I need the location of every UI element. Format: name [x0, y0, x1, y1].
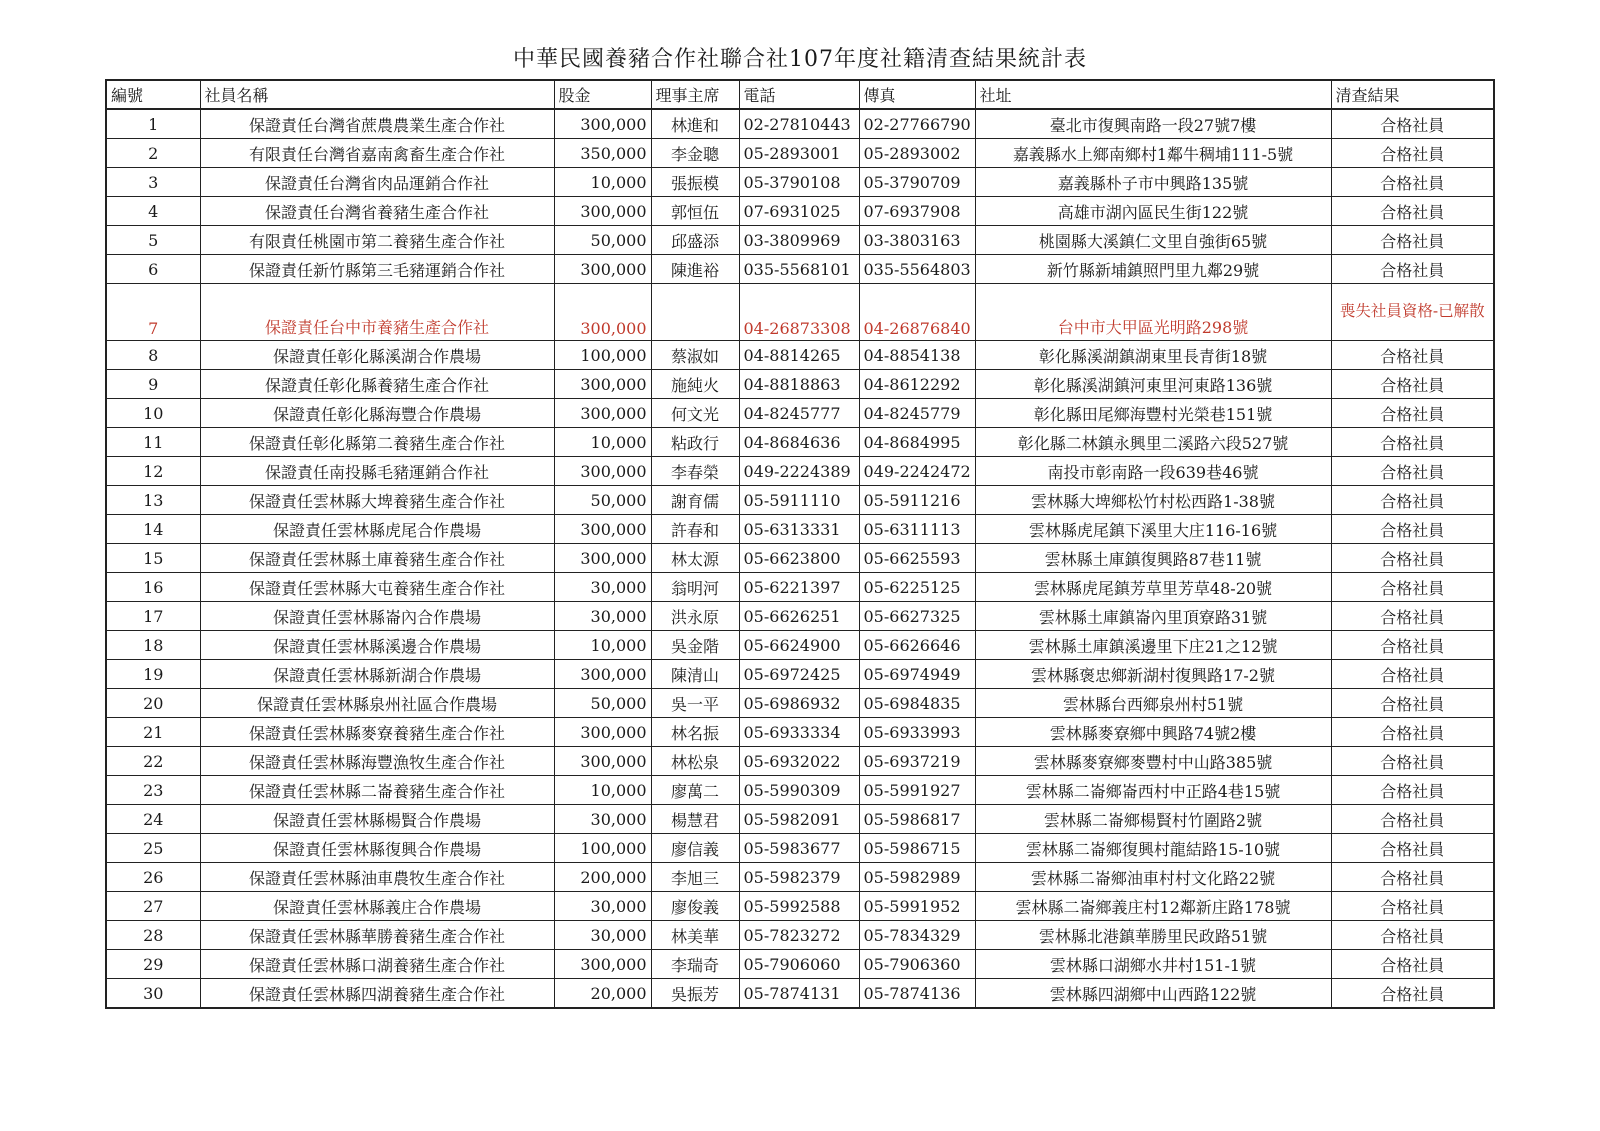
audit-result: 合格社員 — [1331, 747, 1494, 776]
member-name: 保證責任彰化縣第二養豬生產合作社 — [200, 428, 554, 457]
chairman-name: 林太源 — [651, 544, 739, 573]
fax-number: 05-6933993 — [859, 718, 975, 747]
audit-result: 合格社員 — [1331, 139, 1494, 168]
address: 嘉義縣水上鄉南鄉村1鄰牛稠埔111-5號 — [975, 139, 1331, 168]
table-row — [106, 979, 1494, 1009]
share-capital: 300,000 — [554, 457, 651, 486]
share-capital: 300,000 — [554, 109, 651, 139]
audit-result: 合格社員 — [1331, 602, 1494, 631]
address: 雲林縣虎尾鎮下溪里大庄116-16號 — [975, 515, 1331, 544]
table-row — [106, 284, 1494, 341]
audit-result: 合格社員 — [1331, 718, 1494, 747]
row-number: 23 — [106, 776, 200, 805]
header-address: 社址 — [975, 80, 1331, 109]
table-row — [106, 631, 1494, 660]
chairman-name: 林進和 — [651, 109, 739, 139]
fax-number: 05-3790709 — [859, 168, 975, 197]
audit-result: 合格社員 — [1331, 428, 1494, 457]
fax-number: 04-8245779 — [859, 399, 975, 428]
address: 台中市大甲區光明路298號 — [975, 284, 1331, 341]
address: 雲林縣虎尾鎮芳草里芳草48-20號 — [975, 573, 1331, 602]
row-number: 22 — [106, 747, 200, 776]
share-capital: 300,000 — [554, 950, 651, 979]
header-number: 編號 — [106, 80, 200, 109]
row-number: 12 — [106, 457, 200, 486]
member-name: 保證責任台灣省肉品運銷合作社 — [200, 168, 554, 197]
phone-number: 05-5992588 — [739, 892, 859, 921]
row-number: 19 — [106, 660, 200, 689]
address: 雲林縣二崙鄉義庄村12鄰新庄路178號 — [975, 892, 1331, 921]
address: 臺北市復興南路一段27號7樓 — [975, 109, 1331, 139]
phone-number: 05-5982091 — [739, 805, 859, 834]
fax-number: 05-6311113 — [859, 515, 975, 544]
row-number: 10 — [106, 399, 200, 428]
address: 彰化縣溪湖鎮湖東里長青街18號 — [975, 341, 1331, 370]
member-name: 保證責任南投縣毛豬運銷合作社 — [200, 457, 554, 486]
phone-number: 04-8684636 — [739, 428, 859, 457]
phone-number: 05-6221397 — [739, 573, 859, 602]
phone-number: 05-7874131 — [739, 979, 859, 1009]
fax-number: 07-6937908 — [859, 197, 975, 226]
phone-number: 05-7823272 — [739, 921, 859, 950]
chairman-name: 施純火 — [651, 370, 739, 399]
table-row — [106, 226, 1494, 255]
table-row — [106, 370, 1494, 399]
table-row — [106, 747, 1494, 776]
audit-result: 合格社員 — [1331, 515, 1494, 544]
member-name: 有限責任台灣省嘉南禽畜生產合作社 — [200, 139, 554, 168]
address: 雲林縣二崙鄉楊賢村竹圍路2號 — [975, 805, 1331, 834]
share-capital: 30,000 — [554, 805, 651, 834]
header-chairman: 理事主席 — [651, 80, 739, 109]
chairman-name: 李春榮 — [651, 457, 739, 486]
row-number: 18 — [106, 631, 200, 660]
row-number: 9 — [106, 370, 200, 399]
address: 雲林縣二崙鄉崙西村中正路4巷15號 — [975, 776, 1331, 805]
share-capital: 300,000 — [554, 660, 651, 689]
phone-number: 05-6932022 — [739, 747, 859, 776]
fax-number: 05-6984835 — [859, 689, 975, 718]
chairman-name: 林松泉 — [651, 747, 739, 776]
phone-number: 03-3809969 — [739, 226, 859, 255]
table-row — [106, 834, 1494, 863]
table-row — [106, 573, 1494, 602]
fax-number: 05-6626646 — [859, 631, 975, 660]
address: 雲林縣土庫鎮崙內里頂寮路31號 — [975, 602, 1331, 631]
page-title: 中華民國養豬合作社聯合社107年度社籍清查結果統計表 — [513, 47, 1087, 72]
table-row — [106, 660, 1494, 689]
fax-number: 04-8612292 — [859, 370, 975, 399]
address: 彰化縣二林鎮永興里二溪路六段527號 — [975, 428, 1331, 457]
member-name: 保證責任雲林縣崙內合作農場 — [200, 602, 554, 631]
address: 雲林縣四湖鄉中山西路122號 — [975, 979, 1331, 1009]
chairman-name: 廖俊義 — [651, 892, 739, 921]
member-table — [105, 79, 1495, 1009]
member-name: 保證責任雲林縣土庫養豬生產合作社 — [200, 544, 554, 573]
phone-number: 05-7906060 — [739, 950, 859, 979]
row-number: 29 — [106, 950, 200, 979]
address: 雲林縣褒忠鄉新湖村復興路17-2號 — [975, 660, 1331, 689]
address: 桃園縣大溪鎮仁文里自強街65號 — [975, 226, 1331, 255]
fax-number: 05-2893002 — [859, 139, 975, 168]
audit-result: 合格社員 — [1331, 197, 1494, 226]
audit-result: 合格社員 — [1331, 950, 1494, 979]
address: 雲林縣二崙鄉油車村村文化路22號 — [975, 863, 1331, 892]
share-capital: 50,000 — [554, 486, 651, 515]
audit-result: 合格社員 — [1331, 776, 1494, 805]
table-row — [106, 950, 1494, 979]
share-capital: 300,000 — [554, 197, 651, 226]
row-number: 1 — [106, 109, 200, 139]
phone-number: 04-8818863 — [739, 370, 859, 399]
share-capital: 30,000 — [554, 602, 651, 631]
member-name: 保證責任雲林縣海豐漁牧生產合作社 — [200, 747, 554, 776]
phone-number: 05-6624900 — [739, 631, 859, 660]
row-number: 5 — [106, 226, 200, 255]
table-row — [106, 341, 1494, 370]
fax-number: 05-7874136 — [859, 979, 975, 1009]
chairman-name — [651, 284, 739, 341]
row-number: 21 — [106, 718, 200, 747]
chairman-name: 廖萬二 — [651, 776, 739, 805]
row-number: 4 — [106, 197, 200, 226]
address: 南投市彰南路一段639巷46號 — [975, 457, 1331, 486]
member-name: 保證責任雲林縣虎尾合作農場 — [200, 515, 554, 544]
row-number: 14 — [106, 515, 200, 544]
share-capital: 300,000 — [554, 515, 651, 544]
member-name: 保證責任雲林縣新湖合作農場 — [200, 660, 554, 689]
address: 雲林縣口湖鄉水井村151-1號 — [975, 950, 1331, 979]
chairman-name: 邱盛添 — [651, 226, 739, 255]
fax-number: 05-6225125 — [859, 573, 975, 602]
audit-result: 合格社員 — [1331, 689, 1494, 718]
row-number: 20 — [106, 689, 200, 718]
row-number: 6 — [106, 255, 200, 284]
member-name: 保證責任雲林縣泉州社區合作農場 — [200, 689, 554, 718]
member-name: 保證責任雲林縣溪邊合作農場 — [200, 631, 554, 660]
fax-number: 05-6937219 — [859, 747, 975, 776]
phone-number: 07-6931025 — [739, 197, 859, 226]
phone-number: 05-6623800 — [739, 544, 859, 573]
member-name: 保證責任台灣省養豬生產合作社 — [200, 197, 554, 226]
chairman-name: 洪永原 — [651, 602, 739, 631]
row-number: 7 — [106, 284, 200, 341]
table-row — [106, 139, 1494, 168]
fax-number: 04-26876840 — [859, 284, 975, 341]
share-capital: 30,000 — [554, 573, 651, 602]
member-name: 保證責任雲林縣口湖養豬生產合作社 — [200, 950, 554, 979]
audit-result: 合格社員 — [1331, 660, 1494, 689]
member-name: 保證責任新竹縣第三毛豬運銷合作社 — [200, 255, 554, 284]
member-name: 保證責任雲林縣楊賢合作農場 — [200, 805, 554, 834]
table-row — [106, 168, 1494, 197]
audit-result: 喪失社員資格-已解散 — [1331, 284, 1494, 341]
table-row — [106, 892, 1494, 921]
table-row — [106, 776, 1494, 805]
audit-result: 合格社員 — [1331, 457, 1494, 486]
chairman-name: 何文光 — [651, 399, 739, 428]
address: 雲林縣台西鄉泉州村51號 — [975, 689, 1331, 718]
table-row — [106, 197, 1494, 226]
phone-number: 05-6933334 — [739, 718, 859, 747]
phone-number: 05-5911110 — [739, 486, 859, 515]
audit-result: 合格社員 — [1331, 341, 1494, 370]
chairman-name: 陳進裕 — [651, 255, 739, 284]
chairman-name: 郭恒伍 — [651, 197, 739, 226]
phone-number: 035-5568101 — [739, 255, 859, 284]
audit-result: 合格社員 — [1331, 486, 1494, 515]
phone-number: 04-26873308 — [739, 284, 859, 341]
share-capital: 30,000 — [554, 892, 651, 921]
member-name: 保證責任台灣省蔗農農業生產合作社 — [200, 109, 554, 139]
table-row — [106, 399, 1494, 428]
address: 高雄市湖內區民生街122號 — [975, 197, 1331, 226]
audit-result: 合格社員 — [1331, 573, 1494, 602]
table-row — [106, 718, 1494, 747]
row-number: 30 — [106, 979, 200, 1009]
phone-number: 05-5982379 — [739, 863, 859, 892]
fax-number: 035-5564803 — [859, 255, 975, 284]
share-capital: 200,000 — [554, 863, 651, 892]
fax-number: 02-27766790 — [859, 109, 975, 139]
fax-number: 04-8684995 — [859, 428, 975, 457]
row-number: 17 — [106, 602, 200, 631]
address: 新竹縣新埔鎮照門里九鄰29號 — [975, 255, 1331, 284]
share-capital: 20,000 — [554, 979, 651, 1009]
table-row — [106, 689, 1494, 718]
fax-number: 04-8854138 — [859, 341, 975, 370]
share-capital: 30,000 — [554, 921, 651, 950]
row-number: 16 — [106, 573, 200, 602]
fax-number: 049-2242472 — [859, 457, 975, 486]
share-capital: 300,000 — [554, 255, 651, 284]
table-row — [106, 515, 1494, 544]
row-number: 24 — [106, 805, 200, 834]
audit-result: 合格社員 — [1331, 805, 1494, 834]
member-name: 保證責任雲林縣大屯養豬生產合作社 — [200, 573, 554, 602]
row-number: 27 — [106, 892, 200, 921]
audit-result: 合格社員 — [1331, 255, 1494, 284]
address: 雲林縣麥寮鄉麥豐村中山路385號 — [975, 747, 1331, 776]
chairman-name: 翁明河 — [651, 573, 739, 602]
share-capital: 10,000 — [554, 631, 651, 660]
share-capital: 350,000 — [554, 139, 651, 168]
row-number: 8 — [106, 341, 200, 370]
row-number: 26 — [106, 863, 200, 892]
table-row — [106, 863, 1494, 892]
share-capital: 300,000 — [554, 747, 651, 776]
share-capital: 50,000 — [554, 689, 651, 718]
phone-number: 05-3790108 — [739, 168, 859, 197]
fax-number: 05-6627325 — [859, 602, 975, 631]
share-capital: 10,000 — [554, 428, 651, 457]
fax-number: 05-6974949 — [859, 660, 975, 689]
table-row — [106, 602, 1494, 631]
table-row — [106, 486, 1494, 515]
phone-number: 04-8245777 — [739, 399, 859, 428]
chairman-name: 吳金階 — [651, 631, 739, 660]
chairman-name: 張振模 — [651, 168, 739, 197]
audit-result: 合格社員 — [1331, 892, 1494, 921]
fax-number: 05-5982989 — [859, 863, 975, 892]
member-name: 保證責任雲林縣油車農牧生產合作社 — [200, 863, 554, 892]
phone-number: 05-6313331 — [739, 515, 859, 544]
header-phone: 電話 — [739, 80, 859, 109]
chairman-name: 廖信義 — [651, 834, 739, 863]
row-number: 2 — [106, 139, 200, 168]
address: 彰化縣田尾鄉海豐村光榮巷151號 — [975, 399, 1331, 428]
share-capital: 10,000 — [554, 168, 651, 197]
chairman-name: 李金聰 — [651, 139, 739, 168]
chairman-name: 吳一平 — [651, 689, 739, 718]
share-capital: 300,000 — [554, 544, 651, 573]
chairman-name: 粘政行 — [651, 428, 739, 457]
table-row — [106, 457, 1494, 486]
share-capital: 10,000 — [554, 776, 651, 805]
chairman-name: 李瑞奇 — [651, 950, 739, 979]
row-number: 13 — [106, 486, 200, 515]
phone-number: 05-6972425 — [739, 660, 859, 689]
address: 雲林縣二崙鄉復興村龍結路15-10號 — [975, 834, 1331, 863]
chairman-name: 許春和 — [651, 515, 739, 544]
member-name: 有限責任桃園市第二養豬生產合作社 — [200, 226, 554, 255]
share-capital: 300,000 — [554, 370, 651, 399]
phone-number: 05-5990309 — [739, 776, 859, 805]
fax-number: 05-5986817 — [859, 805, 975, 834]
audit-result: 合格社員 — [1331, 631, 1494, 660]
audit-result: 合格社員 — [1331, 370, 1494, 399]
audit-result: 合格社員 — [1331, 834, 1494, 863]
audit-result: 合格社員 — [1331, 979, 1494, 1009]
address: 雲林縣土庫鎮復興路87巷11號 — [975, 544, 1331, 573]
row-number: 11 — [106, 428, 200, 457]
member-name: 保證責任雲林縣麥寮養豬生產合作社 — [200, 718, 554, 747]
header-result: 清查結果 — [1331, 80, 1494, 109]
chairman-name: 陳清山 — [651, 660, 739, 689]
member-name: 保證責任雲林縣大埤養豬生產合作社 — [200, 486, 554, 515]
address: 彰化縣溪湖鎮河東里河東路136號 — [975, 370, 1331, 399]
fax-number: 05-6625593 — [859, 544, 975, 573]
share-capital: 300,000 — [554, 399, 651, 428]
row-number: 3 — [106, 168, 200, 197]
address: 雲林縣大埤鄉松竹村松西路1-38號 — [975, 486, 1331, 515]
row-number: 28 — [106, 921, 200, 950]
table-header-row — [106, 80, 1494, 109]
phone-number: 049-2224389 — [739, 457, 859, 486]
header-fax: 傳真 — [859, 80, 975, 109]
chairman-name: 楊慧君 — [651, 805, 739, 834]
phone-number: 02-27810443 — [739, 109, 859, 139]
header-member-name: 社員名稱 — [200, 80, 554, 109]
audit-result: 合格社員 — [1331, 399, 1494, 428]
table-row — [106, 109, 1494, 139]
header-capital: 股金 — [554, 80, 651, 109]
audit-result: 合格社員 — [1331, 863, 1494, 892]
phone-number: 05-6626251 — [739, 602, 859, 631]
member-name: 保證責任雲林縣義庄合作農場 — [200, 892, 554, 921]
address: 雲林縣土庫鎮溪邊里下庄21之12號 — [975, 631, 1331, 660]
table-row — [106, 544, 1494, 573]
chairman-name: 李旭三 — [651, 863, 739, 892]
audit-result: 合格社員 — [1331, 226, 1494, 255]
member-name: 保證責任雲林縣四湖養豬生產合作社 — [200, 979, 554, 1009]
share-capital: 100,000 — [554, 341, 651, 370]
member-name: 保證責任彰化縣養豬生產合作社 — [200, 370, 554, 399]
fax-number: 05-5991952 — [859, 892, 975, 921]
audit-result: 合格社員 — [1331, 921, 1494, 950]
table-row — [106, 255, 1494, 284]
row-number: 15 — [106, 544, 200, 573]
phone-number: 04-8814265 — [739, 341, 859, 370]
share-capital: 300,000 — [554, 284, 651, 341]
audit-result: 合格社員 — [1331, 109, 1494, 139]
audit-result: 合格社員 — [1331, 544, 1494, 573]
member-name: 保證責任台中市養豬生產合作社 — [200, 284, 554, 341]
share-capital: 300,000 — [554, 718, 651, 747]
address: 雲林縣麥寮鄉中興路74號2樓 — [975, 718, 1331, 747]
member-name: 保證責任雲林縣復興合作農場 — [200, 834, 554, 863]
fax-number: 03-3803163 — [859, 226, 975, 255]
audit-result: 合格社員 — [1331, 168, 1494, 197]
share-capital: 50,000 — [554, 226, 651, 255]
chairman-name: 謝育儒 — [651, 486, 739, 515]
address: 嘉義縣朴子市中興路135號 — [975, 168, 1331, 197]
fax-number: 05-7834329 — [859, 921, 975, 950]
chairman-name: 林名振 — [651, 718, 739, 747]
fax-number: 05-7906360 — [859, 950, 975, 979]
table-row — [106, 428, 1494, 457]
table-row — [106, 805, 1494, 834]
share-capital: 100,000 — [554, 834, 651, 863]
fax-number: 05-5986715 — [859, 834, 975, 863]
chairman-name: 林美華 — [651, 921, 739, 950]
phone-number: 05-2893001 — [739, 139, 859, 168]
member-name: 保證責任雲林縣華勝養豬生產合作社 — [200, 921, 554, 950]
phone-number: 05-6986932 — [739, 689, 859, 718]
chairman-name: 吳振芳 — [651, 979, 739, 1009]
table-body — [106, 109, 1494, 1008]
fax-number: 05-5991927 — [859, 776, 975, 805]
fax-number: 05-5911216 — [859, 486, 975, 515]
member-name: 保證責任彰化縣海豐合作農場 — [200, 399, 554, 428]
member-name: 保證責任雲林縣二崙養豬生產合作社 — [200, 776, 554, 805]
address: 雲林縣北港鎮華勝里民政路51號 — [975, 921, 1331, 950]
table-row — [106, 921, 1494, 950]
phone-number: 05-5983677 — [739, 834, 859, 863]
member-name: 保證責任彰化縣溪湖合作農場 — [200, 341, 554, 370]
chairman-name: 蔡淑如 — [651, 341, 739, 370]
row-number: 25 — [106, 834, 200, 863]
